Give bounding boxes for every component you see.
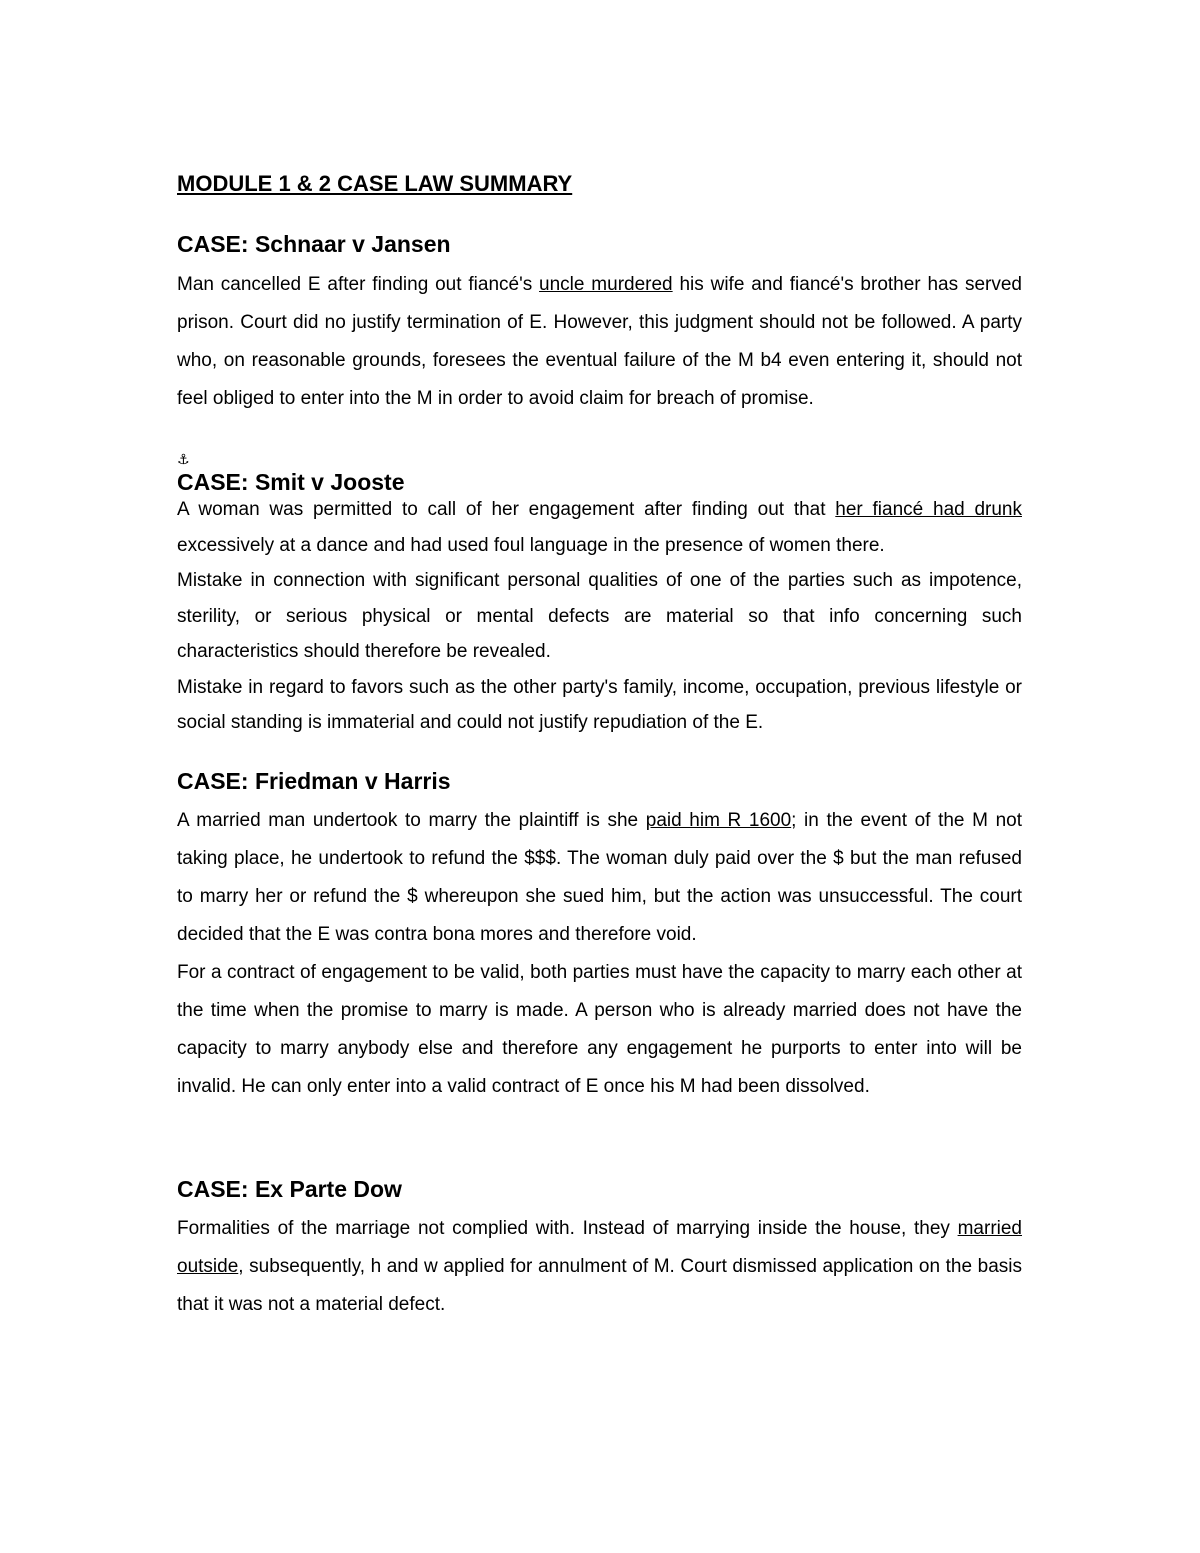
paragraph-text: Formalities of the marriage not complied with. Instead of marrying inside the house, they	[177, 1218, 958, 1239]
underlined-text: her fiancé had drunk	[835, 499, 1022, 520]
underlined-text: uncle murdered	[539, 274, 673, 295]
case-paragraph	[177, 492, 1022, 563]
paragraph-text: Man cancelled E after finding out fiancé's	[177, 274, 540, 295]
case-paragraph	[177, 1210, 1022, 1324]
case-heading-ex-parte-dow: CASE: Ex Parte Dow	[177, 1176, 402, 1202]
case-paragraph	[177, 802, 1022, 954]
case-paragraph: For a contract of engagement to be valid, both parties must have the capacity to marry each other at the time when the promise to marry is made. A person who is already married does not have the capacity to marry anybody else and therefore any engagement he purports to enter into will be invalid. He can only enter into a valid contract of E once his M had been dissolved.	[177, 962, 1022, 1097]
case-heading-smit-v-jooste: CASE: Smit v Jooste	[177, 469, 405, 495]
case-heading-friedman-v-harris: CASE: Friedman v Harris	[177, 768, 451, 794]
case-paragraph: Mistake in connection with significant personal qualities of one of the parties such as impotence, sterility, or serious physical or mental defects are material so that info concerning such characteristics should therefore be revealed.	[177, 570, 1022, 662]
underlined-text: married outside	[177, 1218, 1022, 1277]
paragraph-text: ; in the event of the M not taking place, he undertook to refund the $$$. The woman duly paid over the $ but the man refused to marry her or refund the $ whereupon she sued him, but the action was unsuccessful. The court decided that the E was contra bona mores and therefore void.	[177, 810, 1022, 945]
paragraph-text: , subsequently, h and w applied for annulment of M. Court dismissed application on the basis that it was not a material defect.	[177, 1256, 1022, 1315]
paragraph-text: A woman was permitted to call of her engagement after finding out that	[177, 499, 836, 520]
paragraph-text: excessively at a dance and had used foul language in the presence of women there.	[177, 534, 885, 556]
case-heading-schnaar-v-jansen: CASE: Schnaar v Jansen	[177, 231, 451, 257]
case-body	[177, 802, 1022, 1106]
paragraph-text: his wife and fiancé's brother has served prison. Court did no justify termination of E. However, this judgment should not be followed. A party who, on reasonable grounds, foresees the eventual failure of the M b4 even entering it, should not feel obliged to enter into the M in order to avoid claim for breach of promise.	[177, 274, 1022, 409]
underlined-text: paid him R 1600	[645, 810, 792, 831]
paragraph-text: A married man undertook to marry the plaintiff is she	[177, 810, 646, 831]
case-paragraph: Mistake in regard to favors such as the other party's family, income, occupation, previous lifestyle or social standing is immaterial and could not justify repudiation of the E.	[177, 676, 1022, 733]
anchor-icon: ⚓	[177, 451, 190, 467]
case-paragraph	[177, 266, 1022, 418]
document-title: MODULE 1 & 2 CASE LAW SUMMARY	[177, 171, 573, 196]
case-body	[177, 492, 1022, 741]
